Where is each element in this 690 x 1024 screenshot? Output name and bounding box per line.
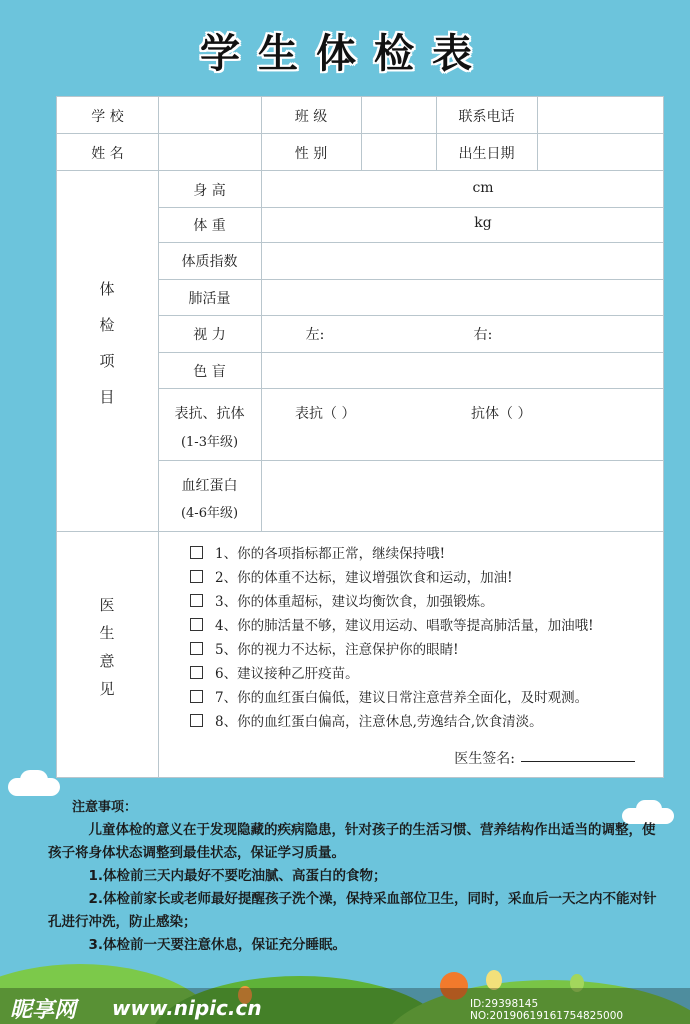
doctor-option-4[interactable] <box>190 613 594 635</box>
divider <box>158 207 663 208</box>
antibody-field: 抗体（ ） <box>471 406 532 422</box>
exam-label-char-4: 目 <box>99 388 115 406</box>
checkbox[interactable] <box>190 594 203 607</box>
watermark-id: ID:29398145 NO:20190619161754825000 <box>470 998 624 1022</box>
divider <box>57 170 663 171</box>
watermark-site: www.nipic.cn <box>112 996 262 1020</box>
divider <box>361 97 362 170</box>
birth-label: 出生日期 <box>458 146 515 162</box>
checkbox[interactable] <box>190 618 203 631</box>
notes-item-3: 3.体检前一天要注意休息，保证充分睡眠。 <box>88 937 347 953</box>
checkbox[interactable] <box>190 666 203 679</box>
antibody-grade: (1-3年级) <box>180 435 239 450</box>
checkbox[interactable] <box>190 690 203 703</box>
doctor-option-6[interactable] <box>190 661 359 683</box>
class-label: 班 级 <box>294 109 328 125</box>
option-text: 6、建议接种乙肝疫苗。 <box>215 666 359 682</box>
doctor-label-char-1: 医 <box>99 596 115 614</box>
checkbox[interactable] <box>190 570 203 583</box>
doctor-option-7[interactable] <box>190 685 588 707</box>
option-text: 5、你的视力不达标，注意保护你的眼睛! <box>215 642 459 658</box>
divider <box>57 133 663 134</box>
doctor-label-char-2: 生 <box>99 624 115 642</box>
phone-label: 联系电话 <box>458 109 515 125</box>
notes-heading: 注意事项： <box>72 800 138 815</box>
vision-right: 右: <box>473 327 493 343</box>
lung-capacity-label: 肺活量 <box>188 291 231 307</box>
antigen-field: 表抗（ ） <box>295 406 356 422</box>
checkbox[interactable] <box>190 714 203 727</box>
school-label: 学 校 <box>91 109 124 125</box>
doctor-label-char-3: 意 <box>99 652 115 670</box>
option-text: 4、你的肺活量不够，建议用运动、唱歌等提高肺活量，加油哦! <box>215 618 594 634</box>
weight-label: 体 重 <box>193 218 226 234</box>
option-text: 7、你的血红蛋白偏低，建议日常注意营养全面化，及时观测。 <box>215 690 589 706</box>
option-text: 1、你的各项指标都正常，继续保持哦! <box>215 546 446 562</box>
checkbox[interactable] <box>190 642 203 655</box>
antibody-label: 表抗、抗体 <box>174 406 245 422</box>
vision-left: 左: <box>305 327 325 343</box>
divider <box>57 531 663 532</box>
option-text: 3、你的体重超标，建议均衡饮食，加强锻炼。 <box>215 594 494 610</box>
doctor-option-2[interactable] <box>190 565 513 587</box>
notes-intro: 儿童体检的意义在于发现隐藏的疾病隐患，针对孩子的生活习惯、营养结构作出适当的调整，使孩子将身体状态调整到最佳状态，保证学习质量。 <box>48 822 656 861</box>
option-text: 2、你的体重不达标，建议增强饮食和运动，加油! <box>215 570 513 586</box>
name-label: 姓 名 <box>91 146 124 162</box>
doctor-label-char-4: 见 <box>99 680 115 698</box>
doctor-option-3[interactable] <box>190 589 494 611</box>
exam-label-char-2: 检 <box>99 316 115 334</box>
divider <box>158 242 663 243</box>
signature-line[interactable] <box>521 761 635 762</box>
checkbox[interactable] <box>190 546 203 559</box>
divider <box>537 97 538 170</box>
notes-item-1: 1.体检前三天内最好不要吃油腻、高蛋白的食物； <box>88 868 387 884</box>
exam-label-char-3: 项 <box>99 352 115 370</box>
notes-section <box>48 796 657 957</box>
notes-item-2: 2.体检前家长或老师最好提醒孩子洗个澡，保持采血部位卫生，同时，采血后一天之内不能对针孔进行冲洗，防止感染； <box>48 891 657 930</box>
exam-label-char-1: 体 <box>99 280 115 298</box>
cloud-left-top <box>20 770 48 790</box>
hemoglobin-grade: (4-6年级) <box>180 506 239 521</box>
vision-label: 视 力 <box>193 327 226 343</box>
doctor-option-5[interactable] <box>190 637 459 659</box>
page-title: 学生体检表 <box>200 31 490 77</box>
gender-label: 性 别 <box>294 146 328 162</box>
divider <box>158 352 663 353</box>
tree <box>486 970 502 990</box>
divider <box>158 388 663 389</box>
watermark-logo: 昵享网 <box>10 998 77 1023</box>
doctor-option-8[interactable] <box>190 709 543 731</box>
height-unit: cm <box>472 180 494 196</box>
divider <box>158 460 663 461</box>
height-label: 身 高 <box>193 183 226 199</box>
option-text: 8、你的血红蛋白偏高，注意休息,劳逸结合,饮食清淡。 <box>215 714 543 730</box>
signature-label: 医生签名: <box>454 751 515 767</box>
doctor-option-1[interactable] <box>190 541 445 563</box>
divider <box>158 97 159 170</box>
bmi-label: 体质指数 <box>181 254 238 270</box>
colorblind-label: 色 盲 <box>193 364 226 380</box>
hemoglobin-label: 血红蛋白 <box>181 478 238 494</box>
divider <box>158 315 663 316</box>
exam-form <box>56 96 664 778</box>
weight-unit: kg <box>474 215 492 231</box>
divider <box>261 170 262 531</box>
divider <box>158 279 663 280</box>
